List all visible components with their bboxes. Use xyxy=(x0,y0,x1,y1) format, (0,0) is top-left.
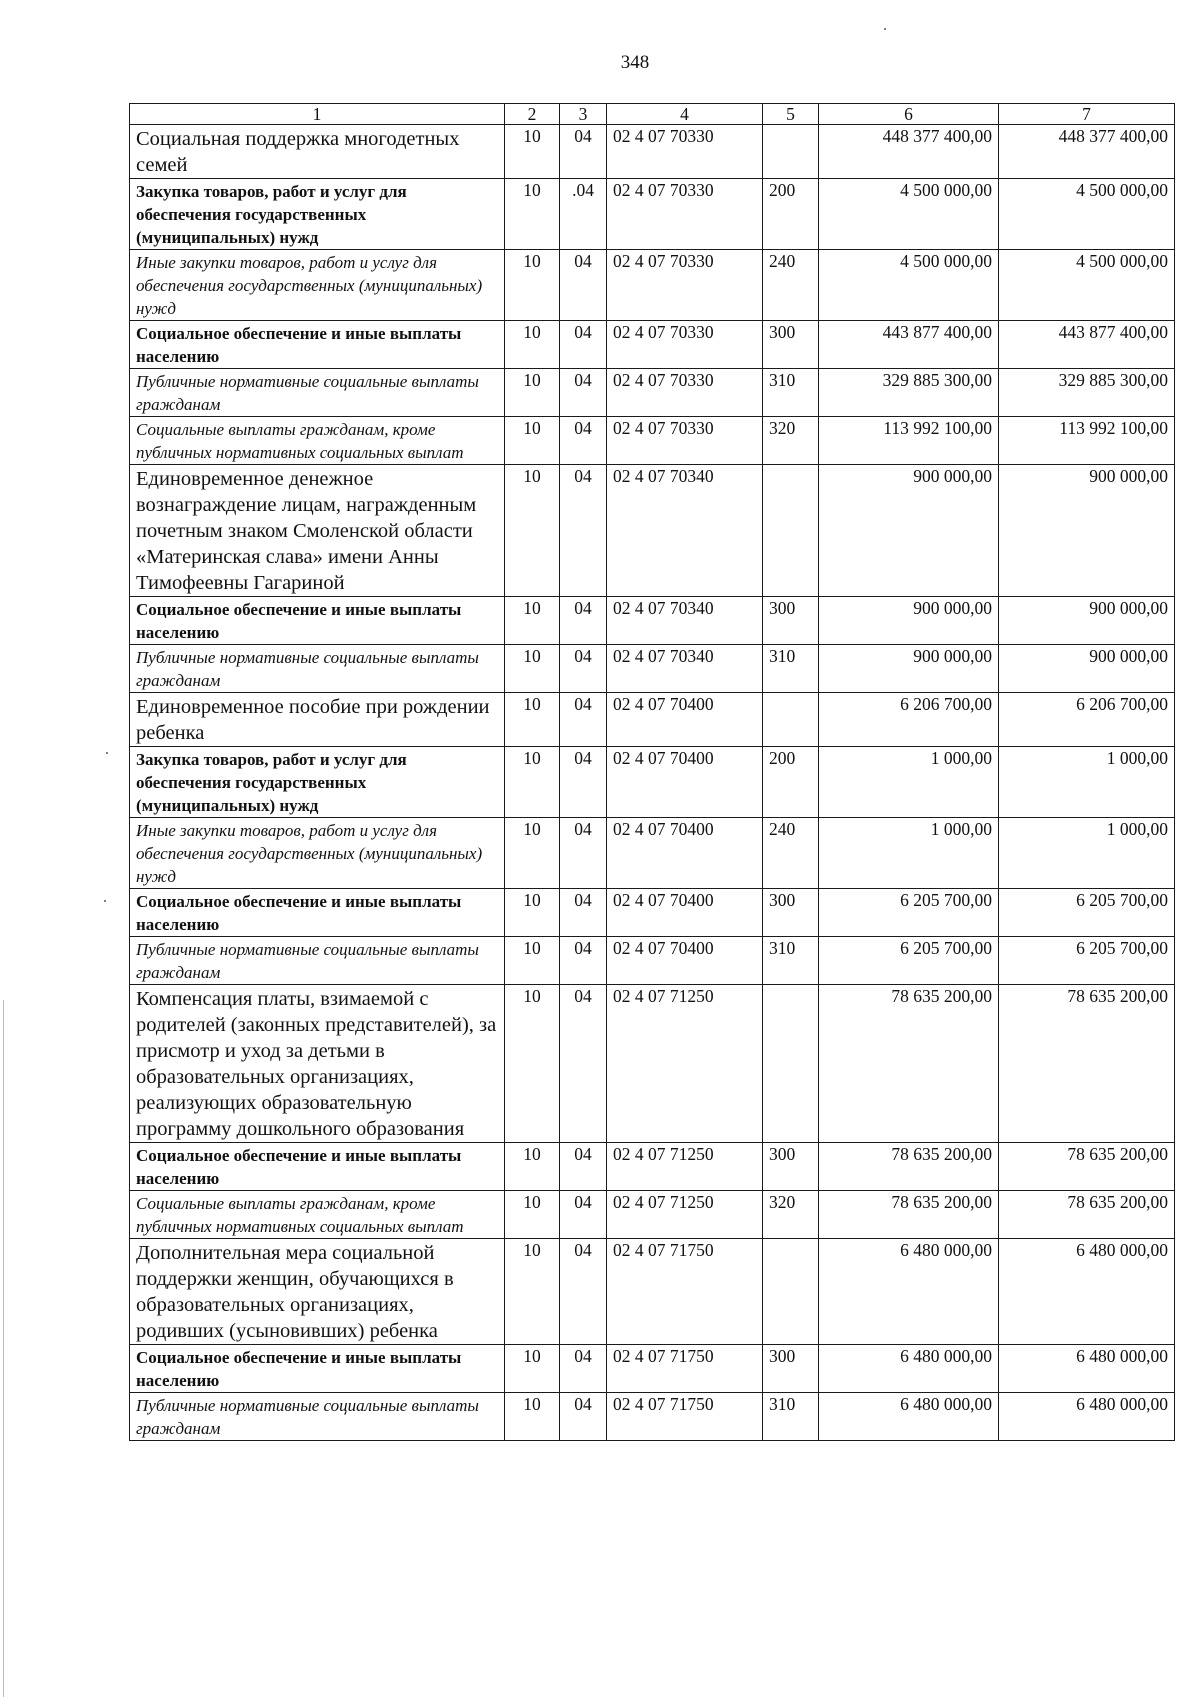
table-row xyxy=(130,321,1175,369)
section-code: 10 xyxy=(505,818,560,889)
table-row xyxy=(130,125,1175,179)
section-code: 10 xyxy=(505,369,560,417)
amount-col-7: 6 205 700,00 xyxy=(999,937,1175,985)
target-article-code: 02 4 07 70340 xyxy=(607,597,763,645)
row-description: Социальное обеспечение и иные выплаты населению xyxy=(130,321,505,369)
row-description: Закупка товаров, работ и услуг для обеспечения государственных (муниципальных) нужд xyxy=(130,179,505,250)
table-row xyxy=(130,597,1175,645)
subsection-code: 04 xyxy=(560,985,607,1143)
column-header: 6 xyxy=(819,104,999,125)
subsection-code: 04 xyxy=(560,417,607,465)
section-code: 10 xyxy=(505,1393,560,1441)
amount-col-6: 1 000,00 xyxy=(819,818,999,889)
table-row xyxy=(130,250,1175,321)
target-article-code: 02 4 07 70340 xyxy=(607,465,763,597)
section-code: 10 xyxy=(505,417,560,465)
expense-type-code: 310 xyxy=(763,1393,819,1441)
target-article-code: 02 4 07 70400 xyxy=(607,747,763,818)
subsection-code: 04 xyxy=(560,818,607,889)
section-code: 10 xyxy=(505,889,560,937)
row-description: Публичные нормативные социальные выплаты гражданам xyxy=(130,369,505,417)
row-description: Социальная поддержка многодетных семей xyxy=(130,125,505,179)
row-description: Закупка товаров, работ и услуг для обеспечения государственных (муниципальных) нужд xyxy=(130,747,505,818)
table-row xyxy=(130,179,1175,250)
expense-type-code xyxy=(763,985,819,1143)
expense-type-code: 310 xyxy=(763,369,819,417)
subsection-code: 04 xyxy=(560,250,607,321)
amount-col-7: 4 500 000,00 xyxy=(999,179,1175,250)
amount-col-7: 6 480 000,00 xyxy=(999,1393,1175,1441)
row-description: Социальное обеспечение и иные выплаты населению xyxy=(130,1143,505,1191)
amount-col-7: 6 480 000,00 xyxy=(999,1345,1175,1393)
target-article-code: 02 4 07 71250 xyxy=(607,985,763,1143)
table-body xyxy=(130,125,1175,1441)
amount-col-6: 900 000,00 xyxy=(819,597,999,645)
amount-col-7: 78 635 200,00 xyxy=(999,1191,1175,1239)
amount-col-7: 1 000,00 xyxy=(999,818,1175,889)
amount-col-6: 6 205 700,00 xyxy=(819,937,999,985)
column-header: 3 xyxy=(560,104,607,125)
expense-type-code: 240 xyxy=(763,250,819,321)
amount-col-7: 78 635 200,00 xyxy=(999,1143,1175,1191)
subsection-code: 04 xyxy=(560,1239,607,1345)
target-article-code: 02 4 07 70330 xyxy=(607,179,763,250)
subsection-code: 04 xyxy=(560,747,607,818)
budget-table xyxy=(129,103,1175,1441)
row-description: Социальное обеспечение и иные выплаты населению xyxy=(130,889,505,937)
amount-col-7: 4 500 000,00 xyxy=(999,250,1175,321)
expense-type-code xyxy=(763,465,819,597)
amount-col-6: 78 635 200,00 xyxy=(819,1143,999,1191)
table-row xyxy=(130,889,1175,937)
amount-col-6: 6 480 000,00 xyxy=(819,1393,999,1441)
amount-col-7: 900 000,00 xyxy=(999,597,1175,645)
table-row xyxy=(130,818,1175,889)
amount-col-7: 78 635 200,00 xyxy=(999,985,1175,1143)
target-article-code: 02 4 07 70400 xyxy=(607,818,763,889)
amount-col-6: 900 000,00 xyxy=(819,465,999,597)
section-code: 10 xyxy=(505,1239,560,1345)
subsection-code: 04 xyxy=(560,693,607,747)
target-article-code: 02 4 07 70330 xyxy=(607,125,763,179)
amount-col-6: 900 000,00 xyxy=(819,645,999,693)
amount-col-6: 443 877 400,00 xyxy=(819,321,999,369)
page-number: 348 xyxy=(620,52,650,73)
target-article-code: 02 4 07 71750 xyxy=(607,1393,763,1441)
subsection-code: 04 xyxy=(560,937,607,985)
table-row xyxy=(130,937,1175,985)
expense-type-code xyxy=(763,125,819,179)
section-code: 10 xyxy=(505,250,560,321)
row-description: Социальные выплаты гражданам, кроме публичных нормативных социальных выплат xyxy=(130,1191,505,1239)
amount-col-7: 1 000,00 xyxy=(999,747,1175,818)
amount-col-6: 6 206 700,00 xyxy=(819,693,999,747)
section-code: 10 xyxy=(505,693,560,747)
amount-col-7: 6 206 700,00 xyxy=(999,693,1175,747)
table-row xyxy=(130,1345,1175,1393)
expense-type-code: 300 xyxy=(763,597,819,645)
subsection-code: 04 xyxy=(560,1345,607,1393)
amount-col-6: 329 885 300,00 xyxy=(819,369,999,417)
column-header: 7 xyxy=(999,104,1175,125)
target-article-code: 02 4 07 70340 xyxy=(607,645,763,693)
column-header: 2 xyxy=(505,104,560,125)
row-description: Социальное обеспечение и иные выплаты населению xyxy=(130,597,505,645)
scan-speck xyxy=(106,752,108,754)
table-row xyxy=(130,747,1175,818)
subsection-code: 04 xyxy=(560,125,607,179)
expense-type-code: 200 xyxy=(763,179,819,250)
amount-col-6: 78 635 200,00 xyxy=(819,1191,999,1239)
row-description: Иные закупки товаров, работ и услуг для обеспечения государственных (муниципальных) нужд xyxy=(130,818,505,889)
amount-col-7: 443 877 400,00 xyxy=(999,321,1175,369)
table-row xyxy=(130,369,1175,417)
amount-col-6: 6 480 000,00 xyxy=(819,1345,999,1393)
section-code: 10 xyxy=(505,179,560,250)
section-code: 10 xyxy=(505,321,560,369)
table-row xyxy=(130,1143,1175,1191)
section-code: 10 xyxy=(505,1191,560,1239)
target-article-code: 02 4 07 70330 xyxy=(607,417,763,465)
subsection-code: .04 xyxy=(560,179,607,250)
amount-col-6: 113 992 100,00 xyxy=(819,417,999,465)
expense-type-code: 240 xyxy=(763,818,819,889)
section-code: 10 xyxy=(505,1345,560,1393)
subsection-code: 04 xyxy=(560,645,607,693)
target-article-code: 02 4 07 71250 xyxy=(607,1191,763,1239)
scan-speck xyxy=(884,28,886,30)
target-article-code: 02 4 07 70330 xyxy=(607,250,763,321)
section-code: 10 xyxy=(505,1143,560,1191)
target-article-code: 02 4 07 70400 xyxy=(607,693,763,747)
section-code: 10 xyxy=(505,645,560,693)
target-article-code: 02 4 07 70400 xyxy=(607,937,763,985)
row-description: Социальные выплаты гражданам, кроме публичных нормативных социальных выплат xyxy=(130,417,505,465)
row-description: Социальное обеспечение и иные выплаты населению xyxy=(130,1345,505,1393)
amount-col-7: 6 480 000,00 xyxy=(999,1239,1175,1345)
amount-col-7: 900 000,00 xyxy=(999,645,1175,693)
subsection-code: 04 xyxy=(560,1143,607,1191)
section-code: 10 xyxy=(505,985,560,1143)
target-article-code: 02 4 07 71750 xyxy=(607,1345,763,1393)
table-row xyxy=(130,1239,1175,1345)
subsection-code: 04 xyxy=(560,321,607,369)
table-row xyxy=(130,465,1175,597)
amount-col-6: 448 377 400,00 xyxy=(819,125,999,179)
expense-type-code: 320 xyxy=(763,417,819,465)
expense-type-code: 300 xyxy=(763,889,819,937)
target-article-code: 02 4 07 71250 xyxy=(607,1143,763,1191)
expense-type-code: 310 xyxy=(763,937,819,985)
expense-type-code xyxy=(763,693,819,747)
expense-type-code xyxy=(763,1239,819,1345)
table-row xyxy=(130,1393,1175,1441)
row-description: Публичные нормативные социальные выплаты гражданам xyxy=(130,1393,505,1441)
target-article-code: 02 4 07 70400 xyxy=(607,889,763,937)
row-description: Иные закупки товаров, работ и услуг для обеспечения государственных (муниципальных) нужд xyxy=(130,250,505,321)
amount-col-6: 4 500 000,00 xyxy=(819,179,999,250)
expense-type-code: 200 xyxy=(763,747,819,818)
amount-col-7: 900 000,00 xyxy=(999,465,1175,597)
target-article-code: 02 4 07 71750 xyxy=(607,1239,763,1345)
scan-edge-line xyxy=(3,1000,4,1697)
table-row xyxy=(130,645,1175,693)
section-code: 10 xyxy=(505,465,560,597)
amount-col-7: 329 885 300,00 xyxy=(999,369,1175,417)
section-code: 10 xyxy=(505,747,560,818)
row-description: Дополнительная мера социальной поддержки женщин, обучающихся в образовательных организациях, родивших (усыновивших) ребенка xyxy=(130,1239,505,1345)
table-row xyxy=(130,985,1175,1143)
expense-type-code: 300 xyxy=(763,321,819,369)
expense-type-code: 300 xyxy=(763,1143,819,1191)
amount-col-6: 6 205 700,00 xyxy=(819,889,999,937)
column-header: 5 xyxy=(763,104,819,125)
target-article-code: 02 4 07 70330 xyxy=(607,321,763,369)
target-article-code: 02 4 07 70330 xyxy=(607,369,763,417)
expense-type-code: 320 xyxy=(763,1191,819,1239)
table-header-row xyxy=(130,104,1175,125)
row-description: Публичные нормативные социальные выплаты гражданам xyxy=(130,645,505,693)
section-code: 10 xyxy=(505,597,560,645)
row-description: Единовременное пособие при рождении ребенка xyxy=(130,693,505,747)
section-code: 10 xyxy=(505,125,560,179)
expense-type-code: 300 xyxy=(763,1345,819,1393)
row-description: Публичные нормативные социальные выплаты гражданам xyxy=(130,937,505,985)
column-header: 4 xyxy=(607,104,763,125)
subsection-code: 04 xyxy=(560,597,607,645)
subsection-code: 04 xyxy=(560,1393,607,1441)
subsection-code: 04 xyxy=(560,369,607,417)
section-code: 10 xyxy=(505,937,560,985)
amount-col-7: 113 992 100,00 xyxy=(999,417,1175,465)
row-description: Единовременное денежное вознаграждение лицам, награжденным почетным знаком Смоленской области «Материнская слава» имени Анны Тимофеевны Гагариной xyxy=(130,465,505,597)
table-row xyxy=(130,1191,1175,1239)
scan-speck xyxy=(104,900,106,902)
amount-col-7: 448 377 400,00 xyxy=(999,125,1175,179)
expense-type-code: 310 xyxy=(763,645,819,693)
subsection-code: 04 xyxy=(560,465,607,597)
amount-col-6: 6 480 000,00 xyxy=(819,1239,999,1345)
amount-col-6: 4 500 000,00 xyxy=(819,250,999,321)
amount-col-7: 6 205 700,00 xyxy=(999,889,1175,937)
subsection-code: 04 xyxy=(560,1191,607,1239)
column-header: 1 xyxy=(130,104,505,125)
table-row xyxy=(130,417,1175,465)
row-description: Компенсация платы, взимаемой с родителей (законных представителей), за присмотр и уход за детьми в образовательных организациях, реализующих образовательную программу дошкольного образования xyxy=(130,985,505,1143)
amount-col-6: 1 000,00 xyxy=(819,747,999,818)
subsection-code: 04 xyxy=(560,889,607,937)
amount-col-6: 78 635 200,00 xyxy=(819,985,999,1143)
table-row xyxy=(130,693,1175,747)
